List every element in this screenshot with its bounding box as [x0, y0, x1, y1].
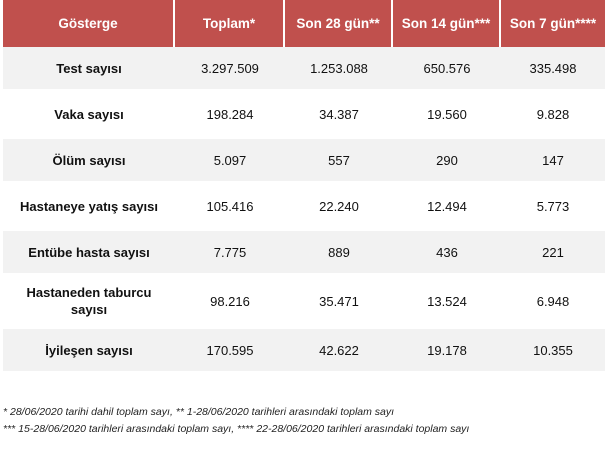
row-label: Hastaneden taburcu sayısı [3, 277, 175, 329]
table-row [3, 329, 605, 375]
cell-total: 105.416 [175, 185, 285, 231]
header-last-7-days: Son 7 gün**** [501, 0, 605, 47]
cell-last-7-days: 9.828 [501, 93, 605, 139]
header-last-14-days: Son 14 gün*** [393, 0, 501, 47]
cell-total: 3.297.509 [175, 47, 285, 93]
row-label: Ölüm sayısı [3, 139, 175, 185]
cell-last-28-days: 889 [285, 231, 393, 277]
cell-last-28-days: 557 [285, 139, 393, 185]
cell-last-14-days: 650.576 [393, 47, 501, 93]
table-row [3, 93, 605, 139]
statistics-table [3, 0, 605, 375]
cell-last-7-days: 6.948 [501, 277, 605, 329]
cell-last-28-days: 42.622 [285, 329, 393, 375]
cell-total: 198.284 [175, 93, 285, 139]
cell-total: 5.097 [175, 139, 285, 185]
header-last-28-days: Son 28 gün** [285, 0, 393, 47]
table-row [3, 231, 605, 277]
row-label: Test sayısı [3, 47, 175, 93]
cell-last-7-days: 10.355 [501, 329, 605, 375]
cell-last-28-days: 35.471 [285, 277, 393, 329]
table-row [3, 47, 605, 93]
row-label: Vaka sayısı [3, 93, 175, 139]
cell-last-7-days: 5.773 [501, 185, 605, 231]
cell-last-14-days: 12.494 [393, 185, 501, 231]
cell-last-28-days: 22.240 [285, 185, 393, 231]
cell-total: 170.595 [175, 329, 285, 375]
table-row [3, 139, 605, 185]
cell-last-14-days: 19.560 [393, 93, 501, 139]
header-total: Toplam* [175, 0, 285, 47]
row-label: Entübe hasta sayısı [3, 231, 175, 277]
cell-last-28-days: 34.387 [285, 93, 393, 139]
cell-last-7-days: 335.498 [501, 47, 605, 93]
table-header-row [3, 0, 605, 47]
cell-total: 98.216 [175, 277, 285, 329]
cell-last-14-days: 19.178 [393, 329, 501, 375]
table-row [3, 185, 605, 231]
row-label: Hastaneye yatış sayısı [3, 185, 175, 231]
cell-last-7-days: 147 [501, 139, 605, 185]
header-indicator: Gösterge [3, 0, 175, 47]
row-label: İyileşen sayısı [3, 329, 175, 375]
cell-last-14-days: 436 [393, 231, 501, 277]
cell-last-14-days: 290 [393, 139, 501, 185]
cell-last-14-days: 13.524 [393, 277, 501, 329]
footnote-line: * 28/06/2020 tarihi dahil toplam sayı, ** 1-28/06/2020 tarihleri arasındaki toplam sayı [3, 406, 395, 418]
footnotes [3, 404, 469, 438]
footnote-line: *** 15-28/06/2020 tarihleri arasındaki toplam sayı, **** 22-28/06/2020 tarihleri arasındaki toplam sayı [3, 423, 470, 435]
cell-last-7-days: 221 [501, 231, 605, 277]
cell-total: 7.775 [175, 231, 285, 277]
table-row [3, 277, 605, 329]
cell-last-28-days: 1.253.088 [285, 47, 393, 93]
